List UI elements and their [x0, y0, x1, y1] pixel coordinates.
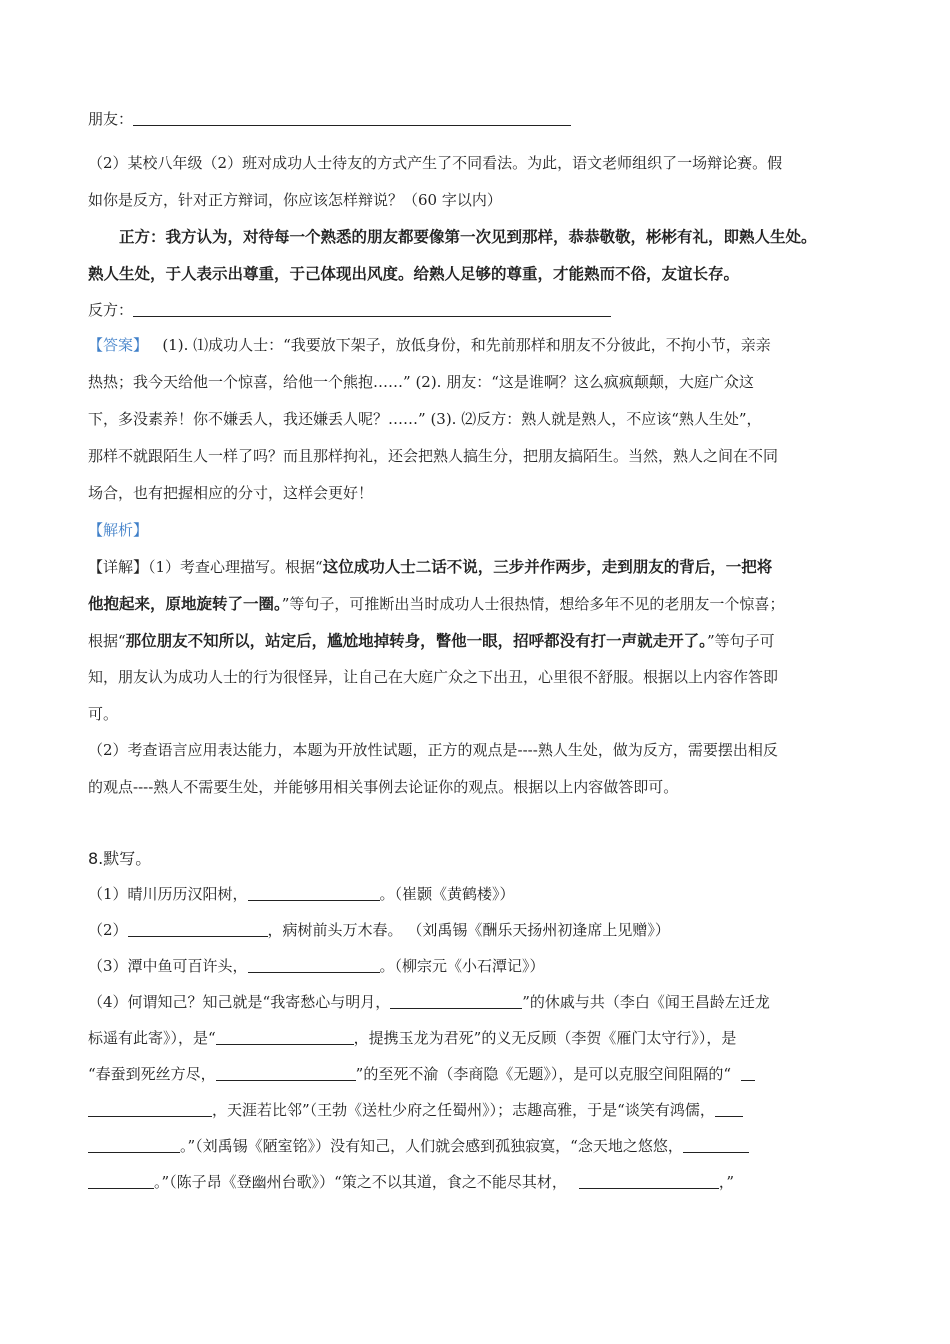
dictation-item-4-line1 [88, 991, 770, 1012]
answer-line3: 下，多没素养！你不嫌丢人，我还嫌丢人呢？……” (3). ⑵反方：熟人就是熟人，不应该“熟人生处”， [88, 410, 762, 428]
answer-blank [248, 886, 380, 901]
item-text: ”的休戚与共（李白《闻王昌龄左迁龙 [522, 993, 770, 1011]
item-text: ，病树前头万木春。 （刘禹锡《酬乐天扬州初逢席上见赠》） [267, 921, 670, 939]
dictation-item-2 [88, 919, 670, 940]
dictation-item-4-line2 [88, 1027, 736, 1048]
con-blank [133, 302, 611, 317]
dictation-item-4-line4 [88, 1099, 743, 1120]
pro-argument-line2: 熟人生处，于人表示出尊重，于己体现出风度。给熟人足够的尊重，才能熟而不俗，友谊长存。 [88, 265, 740, 283]
con-label: 反方： [88, 301, 134, 319]
detail-line2 [88, 592, 784, 614]
dictation-item-3 [88, 955, 545, 976]
item-text: ”的至死不渝（李商隐《无题》），是可以克服空间阻隔的“ [355, 1065, 732, 1083]
detail-quote: 这位成功人士二话不说，三步并作两步，走到朋友的背后，一把将 [322, 558, 773, 576]
detail-line6: （2）考查语言应用表达能力，本题为开放性试题，正方的观点是----熟人生处，做为反方，需要摆出相反 [88, 741, 778, 759]
dictation-item-4-line5 [88, 1135, 749, 1156]
item-text: ，提携玉龙为君死”的义无反顾（李贺《雁门太守行》），是 [353, 1029, 737, 1047]
answer-line1 [88, 334, 771, 355]
answer-line5: 场合，也有把握相应的分寸，这样会更好！ [88, 484, 374, 502]
item-text: 标遥有此寄》），是“ [88, 1029, 216, 1047]
detail-text: （1）考查心理描写。根据“ [148, 558, 323, 576]
pro-argument-line1: 正方：我方认为，对待每一个熟悉的朋友都要像第一次见到那样，恭恭敬敬，彬彬有礼，即熟人生处。 [119, 228, 817, 246]
item-text: 。”（刘禹锡《陋室铭》）没有知己，人们就会感到孤独寂寞，“念天地之悠悠， [180, 1137, 683, 1155]
answer-tag: 【答案】 [88, 336, 149, 354]
answer-text-1: (1). ⑴成功人士：“我要放下架子，放低身份，和先前那样和朋友不分彼此，不拘小节，亲亲 [162, 336, 771, 354]
item-text: 。”（陈子昂《登幽州台歌》）“策之不以其道，食之不能尽其材， [154, 1173, 567, 1191]
item-text: （4）何谓知己？知己就是“我寄愁心与明月， [88, 993, 391, 1011]
friend-label: 朋友： [88, 110, 134, 128]
detail-line1 [88, 555, 772, 577]
detail-line3 [88, 629, 775, 651]
part2-question-line1: （2）某校八年级（2）班对成功人士待友的方式产生了不同看法。为此，语文老师组织了一场辩论赛。假 [88, 154, 783, 172]
detail-line5: 可。 [88, 705, 119, 723]
detail-quote: 那位朋友不知所以，站定后，尴尬地掉转身，瞥他一眼，招呼都没有打一声就走开了。 [125, 632, 707, 650]
answer-blank [128, 922, 268, 937]
item-text: ，天涯若比邻”（王勃《送杜少府之任蜀州》）；志趣高雅，于是“谈笑有鸿儒， [212, 1101, 715, 1119]
friend-answer-line [88, 108, 878, 129]
item-text: “春蚕到死丝方尽， [88, 1065, 216, 1083]
detail-tag: 【详解】 [88, 558, 149, 576]
part2-question-line2: 如你是反方，针对正方辩词，你应该怎样辩说？（60 字以内） [88, 191, 502, 209]
answer-blank [715, 1102, 743, 1117]
item-text: 。（崔颢《黄鹤楼》） [379, 885, 515, 903]
answer-blank [683, 1138, 749, 1153]
item-text: （1）晴川历历汉阳树， [88, 885, 248, 903]
answer-blank [216, 1030, 354, 1045]
answer-blank [741, 1066, 755, 1081]
question-8-title: 8.默写。 [88, 849, 152, 868]
answer-blank [216, 1066, 356, 1081]
answer-line4: 那样不就跟陌生人一样了吗？而且那样拘礼，还会把熟人搞生分，把朋友搞陌生。当然，熟人之间在不同 [88, 447, 779, 465]
detail-quote: 他抱起来，原地旋转了一圈。 [88, 595, 282, 613]
analysis-tag: 【解析】 [88, 521, 149, 539]
detail-line7: 的观点----熟人不需要生处，并能够用相关事例去论证你的观点。根据以上内容做答即可。 [88, 778, 679, 796]
detail-text: ”等句子，可推断出当时成功人士很热情，想给多年不见的老朋友一个惊喜； [281, 595, 785, 613]
dictation-item-4-line3 [88, 1063, 755, 1084]
item-text: （3）潭中鱼可百许头， [88, 957, 248, 975]
dictation-item-4-line6 [88, 1171, 734, 1192]
friend-blank [133, 111, 571, 126]
detail-line4: 知，朋友认为成功人士的行为很怪异，让自己在大庭广众之下出丑，心里很不舒服。根据以上内容作答即 [88, 668, 779, 686]
answer-line2: 热热；我今天给他一个惊喜，给他一个熊抱……” (2). 朋友：“这是谁啊？这么疯疯颠颠，大庭广众这 [88, 373, 754, 391]
answer-blank [248, 958, 380, 973]
item-text: （2） [88, 921, 128, 939]
answer-blank [579, 1174, 719, 1189]
item-text: 。（柳宗元《小石潭记》） [379, 957, 545, 975]
dictation-item-1 [88, 883, 515, 904]
answer-blank [88, 1138, 180, 1153]
con-answer-line [88, 299, 611, 320]
item-text: ，” [718, 1173, 735, 1191]
answer-blank [88, 1174, 154, 1189]
detail-text: 根据“ [88, 632, 126, 650]
detail-text: ”等句子可 [706, 632, 775, 650]
answer-blank [390, 994, 522, 1009]
answer-blank [88, 1102, 212, 1117]
document-page [88, 108, 878, 1191]
